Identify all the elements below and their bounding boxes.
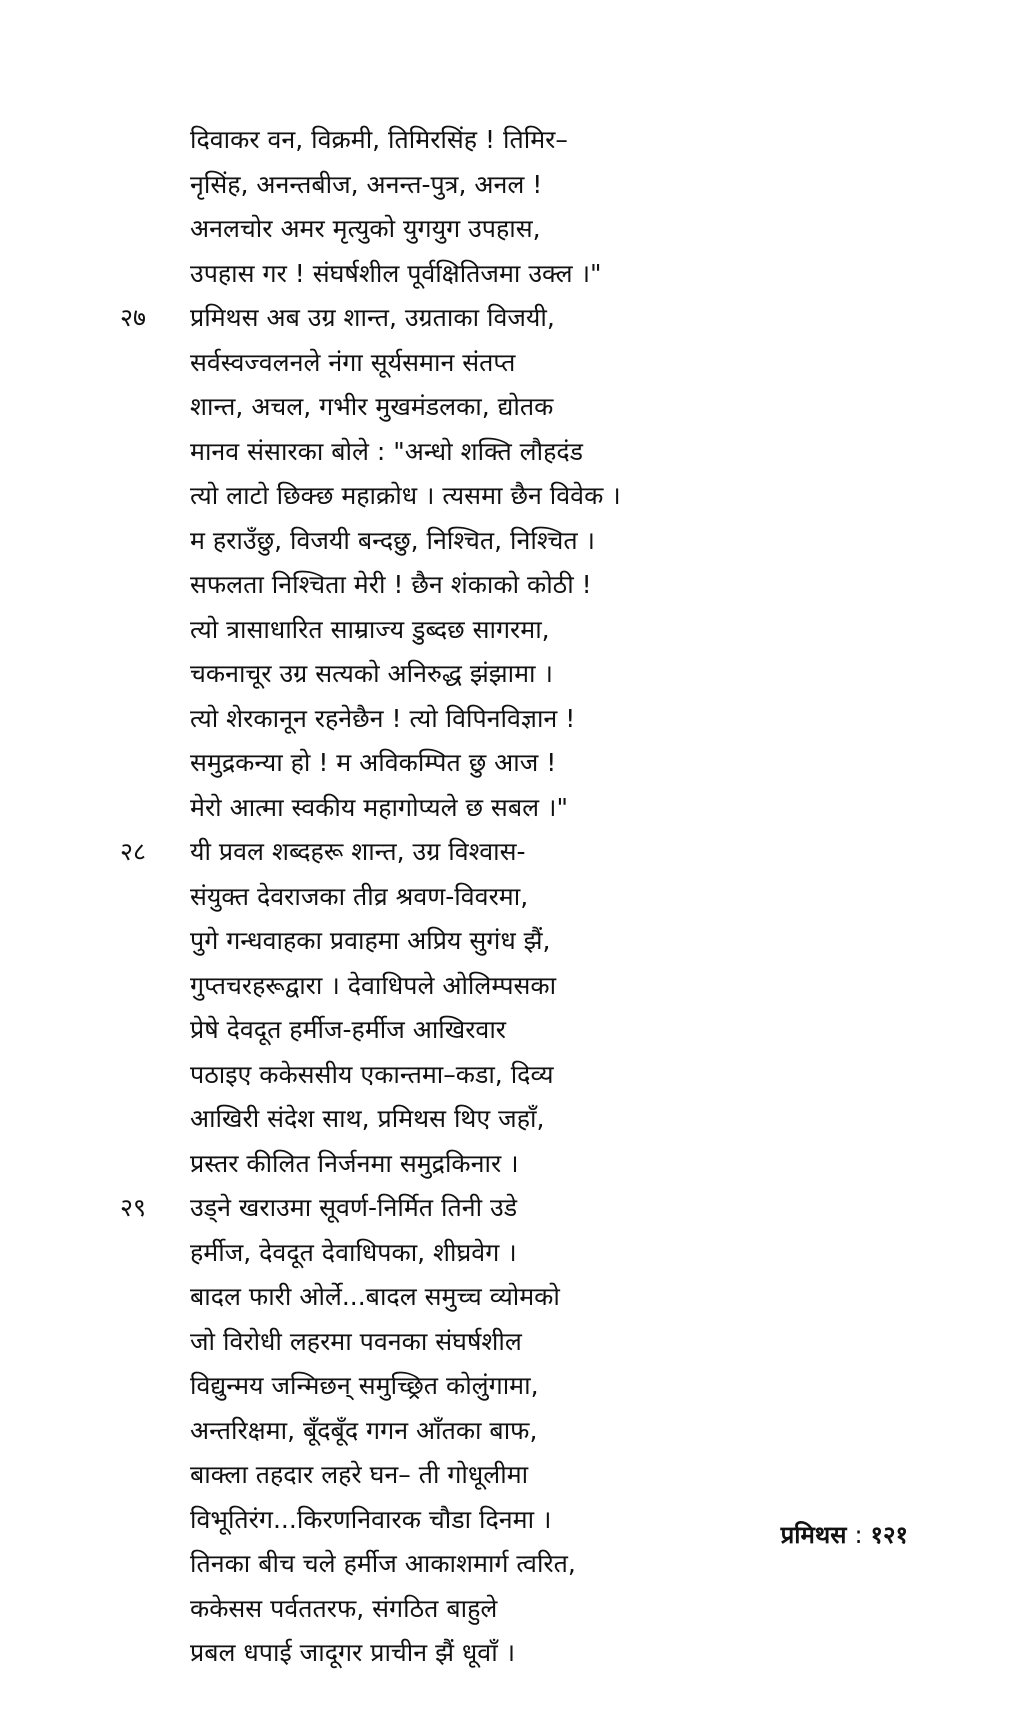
verse-line: [190, 341, 900, 386]
verse-line: [190, 430, 900, 475]
verse-line: [190, 1053, 900, 1098]
verse-text: संयुक्त देवराजका तीव्र श्रवण-विवरमा,: [190, 881, 529, 911]
verse-text: तिनका बीच चले हर्मीज आकाशमार्ग त्वरित,: [190, 1549, 576, 1578]
verse-text: प्रमिथस अब उग्र शान्त, उग्रताका विजयी,: [190, 303, 555, 332]
verse-text: चकनाचूर उग्र सत्यको अनिरुद्ध झंझामा ।: [190, 659, 553, 688]
verse-line: [190, 1409, 900, 1454]
verse-text: म हराउँछु, विजयी बन्दछु, निश्चित, निश्चित ।: [190, 525, 595, 555]
verse-line: [190, 741, 900, 786]
verse-line: [190, 1142, 900, 1187]
verse-text: मेरो आत्मा स्वकीय महागोप्यले छ सबल ।": [190, 792, 568, 822]
verse-text: प्रेषे देवदूत हर्मीज-हर्मीज आखिरवार: [190, 1015, 507, 1044]
verse-line: [190, 1008, 900, 1053]
verse-line: [190, 964, 900, 1009]
stanza: [120, 1186, 900, 1676]
verse-text: दिवाकर वन, विक्रमी, तिमिरसिंह ! तिमिर–: [190, 125, 568, 154]
verse-text: जो विरोधी लहरमा पवनका संघर्षशील: [190, 1326, 522, 1356]
page-number: १२१: [870, 1521, 908, 1549]
verse-text: समुद्रकन्या हो ! म अविकम्पित छु आज !: [190, 748, 557, 777]
verse-text: उड्ने खराउमा सूवर्ण-निर्मित तिनी उडे: [190, 1193, 518, 1222]
verse-line: [190, 652, 900, 697]
verse-line: [190, 474, 900, 519]
verse-line: [190, 608, 900, 653]
verse-line: [190, 252, 900, 297]
page-footer: [781, 1518, 908, 1551]
verse-text: पठाइए ककेससीय एकान्तमा–कडा, दिव्य: [190, 1059, 554, 1089]
verse-line: [190, 697, 900, 742]
verse-line: [190, 118, 900, 163]
verse-line: [190, 1231, 900, 1276]
verse-text: सफलता निश्चिता मेरी ! छैन शंकाको कोठी !: [190, 570, 592, 599]
verse-line: [190, 919, 900, 964]
verse-line: [120, 296, 900, 341]
verse-text: अनलचोर अमर मृत्युको युगयुग उपहास,: [190, 214, 541, 243]
verse-line: [190, 1320, 900, 1365]
verse-text: त्यो त्रासाधारित साम्राज्य डुब्दछ सागरमा,: [190, 614, 550, 644]
verse-line: [190, 1453, 900, 1498]
verse-text: प्रबल धपाई जादूगर प्राचीन झैं धूवाँ ।: [190, 1638, 516, 1667]
verse-text: शान्त, अचल, गभीर मुखमंडलका, द्योतक: [190, 392, 554, 421]
verse-text: त्यो लाटो छिक्छ महाक्रोध । त्यसमा छैन विवेक ।: [190, 481, 621, 510]
stanza: [120, 118, 900, 296]
verse-line: [190, 207, 900, 252]
verse-text: विभूतिरंग...किरणनिवारक चौडा दिनमा ।: [190, 1504, 552, 1534]
verse-line: [190, 1631, 900, 1676]
verse-number: २९: [120, 1193, 147, 1222]
verse-line: [190, 519, 900, 564]
verse-text: विद्युन्मय जन्मिछन् समुच्छ्रित कोलुंगामा,: [190, 1371, 539, 1400]
verse-line: [120, 830, 900, 875]
verse-line: [190, 1097, 900, 1142]
verse-line: [190, 563, 900, 608]
verse-text: त्यो शेरकानून रहनेछैन ! त्यो विपिनविज्ञान !: [190, 703, 576, 733]
verse-text: प्रस्तर कीलित निर्जनमा समुद्रकिनार ।: [190, 1148, 519, 1178]
verse-line: [190, 163, 900, 208]
verse-line: [190, 875, 900, 920]
verse-text: बाक्ला तहदार लहरे घन– ती गोधूलीमा: [190, 1460, 529, 1489]
verse-line: [190, 1587, 900, 1632]
verse-text: यी प्रवल शब्दहरू शान्त, उग्र विश्वास-: [190, 837, 526, 866]
verse-line: [190, 385, 900, 430]
verse-text: अन्तरिक्षमा, बूँदबूँद गगन आँतका बाफ,: [190, 1415, 538, 1445]
verse-text: गुप्तचरहरूद्वारा । देवाधिपले ओलिम्पसका: [190, 970, 557, 1000]
verse-text: मानव संसारका बोले : "अन्धो शक्ति लौहदंड: [190, 436, 584, 466]
verse-number: २७: [120, 303, 147, 332]
verse-text: बादल फारी ओर्ले...बादल समुच्च व्योमको: [190, 1282, 560, 1311]
verse-line: [190, 786, 900, 831]
verse-line: [190, 1364, 900, 1409]
verse-text: हर्मीज, देवदूत देवाधिपका, शीघ्रवेग ।: [190, 1237, 517, 1267]
footer-separator: :: [854, 1521, 863, 1549]
verse-line: [190, 1275, 900, 1320]
verse-line: [120, 1186, 900, 1231]
verse-text: उपहास गर ! संघर्षशील पूर्वक्षितिजमा उक्ल ।": [190, 258, 602, 288]
verse-text: ककेसस पर्वततरफ, संगठित बाहुले: [190, 1593, 498, 1623]
stanza: [120, 830, 900, 1186]
verse-text: पुगे गन्धवाहका प्रवाहमा अप्रिय सुगंध झैं,: [190, 926, 551, 955]
verse-text: आखिरी संदेश साथ, प्रमिथस थिए जहाँ,: [190, 1104, 545, 1133]
verse-text: सर्वस्वज्वलनले नंगा सूर्यसमान संतप्त: [190, 347, 516, 377]
running-title: प्रमिथस: [780, 1521, 847, 1549]
stanza: [120, 296, 900, 830]
verse-number: २८: [120, 837, 147, 866]
poem-body: [120, 118, 900, 1676]
verse-text: नृसिंह, अनन्तबीज, अनन्त-पुत्र, अनल !: [190, 169, 543, 199]
